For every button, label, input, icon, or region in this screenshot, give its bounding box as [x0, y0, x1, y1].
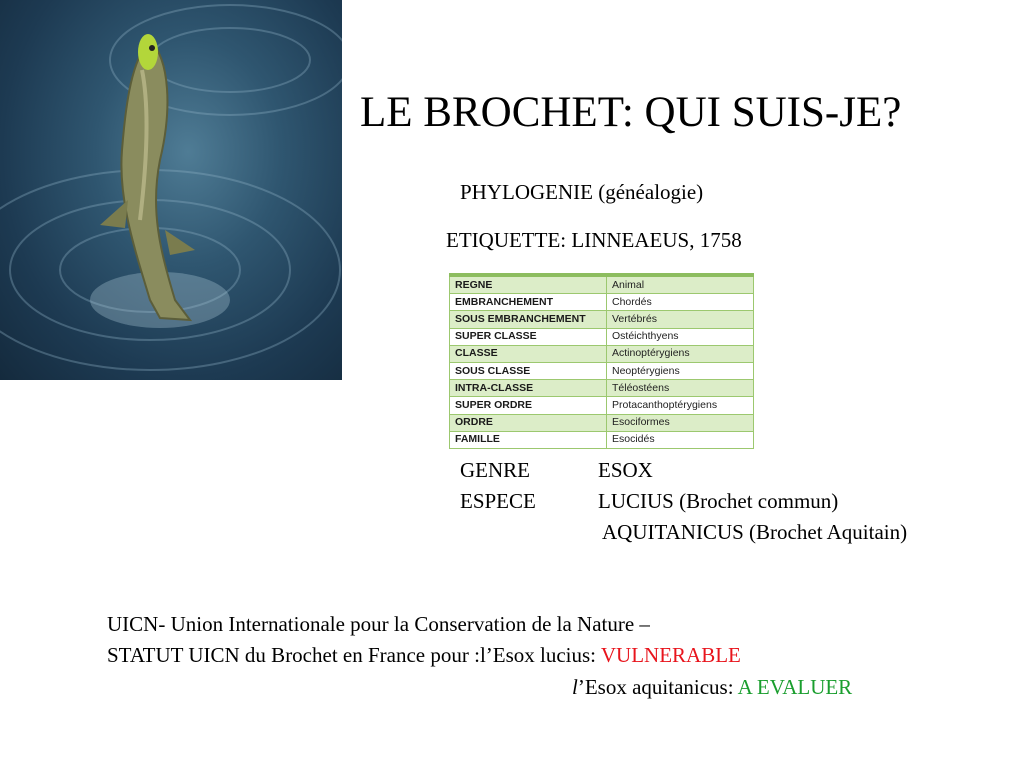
taxonomy-value: Téléostéens [607, 380, 754, 397]
status-a-evaluer: A EVALUER [737, 675, 853, 699]
taxonomy-value: Neoptérygiens [607, 362, 754, 379]
taxonomy-row [450, 397, 754, 414]
taxonomy-rank: CLASSE [450, 345, 607, 362]
genre-value: ESOX [598, 458, 653, 482]
taxonomy-value: Ostéichthyens [607, 328, 754, 345]
taxonomy-value: Esocidés [607, 431, 754, 448]
taxonomy-row [450, 275, 754, 294]
taxonomy-rank: EMBRANCHEMENT [450, 294, 607, 311]
page-title: LE BROCHET: QUI SUIS-JE? [360, 89, 902, 136]
taxonomy-value: Animal [607, 275, 754, 294]
etiquette-line: ETIQUETTE: LINNEAEUS, 1758 [446, 228, 742, 252]
uicn-definition: UICN- Union Internationale pour la Conservation de la Nature – [107, 612, 650, 636]
taxonomy-value: Protacanthoptérygiens [607, 397, 754, 414]
taxonomy-row [450, 431, 754, 448]
taxonomy-row [450, 311, 754, 328]
status-vulnerable: VULNERABLE [600, 643, 741, 667]
uicn-status-aquitanicus-text: ’Esox aquitanicus: [577, 675, 738, 699]
taxonomy-row [450, 362, 754, 379]
taxonomy-row [450, 345, 754, 362]
uicn-status-aquitanicus-l: l [572, 675, 578, 699]
taxonomy-rank: INTRA-CLASSE [450, 380, 607, 397]
taxonomy-rank: SUPER ORDRE [450, 397, 607, 414]
espece-value-lucius: LUCIUS (Brochet commun) [598, 489, 839, 513]
uicn-status-aquitanicus [572, 675, 852, 700]
taxonomy-rank: REGNE [450, 275, 607, 294]
taxonomy-row [450, 414, 754, 431]
taxonomy-rank: FAMILLE [450, 431, 607, 448]
taxonomy-value: Esociformes [607, 414, 754, 431]
pike-photo [0, 0, 342, 380]
taxonomy-rank: SOUS EMBRANCHEMENT [450, 311, 607, 328]
taxonomy-rank: SUPER CLASSE [450, 328, 607, 345]
taxonomy-rank: SOUS CLASSE [450, 362, 607, 379]
phylogenie-heading: PHYLOGENIE (généalogie) [460, 180, 704, 204]
taxonomy-row [450, 380, 754, 397]
genre-label: GENRE [460, 458, 530, 482]
taxonomy-table [449, 273, 754, 449]
uicn-status-lucius-text: STATUT UICN du Brochet en France pour :l’Esox lucius: [107, 643, 601, 667]
taxonomy-value: Vertébrés [607, 311, 754, 328]
espece-label: ESPECE [460, 489, 536, 513]
taxonomy-row [450, 328, 754, 345]
taxonomy-row [450, 294, 754, 311]
uicn-status-lucius [107, 643, 741, 668]
espece-value-aquitanicus: AQUITANICUS (Brochet Aquitain) [602, 520, 908, 544]
taxonomy-rank: ORDRE [450, 414, 607, 431]
taxonomy-value: Actinoptérygiens [607, 345, 754, 362]
pike-image [0, 0, 342, 380]
taxonomy-value: Chordés [607, 294, 754, 311]
